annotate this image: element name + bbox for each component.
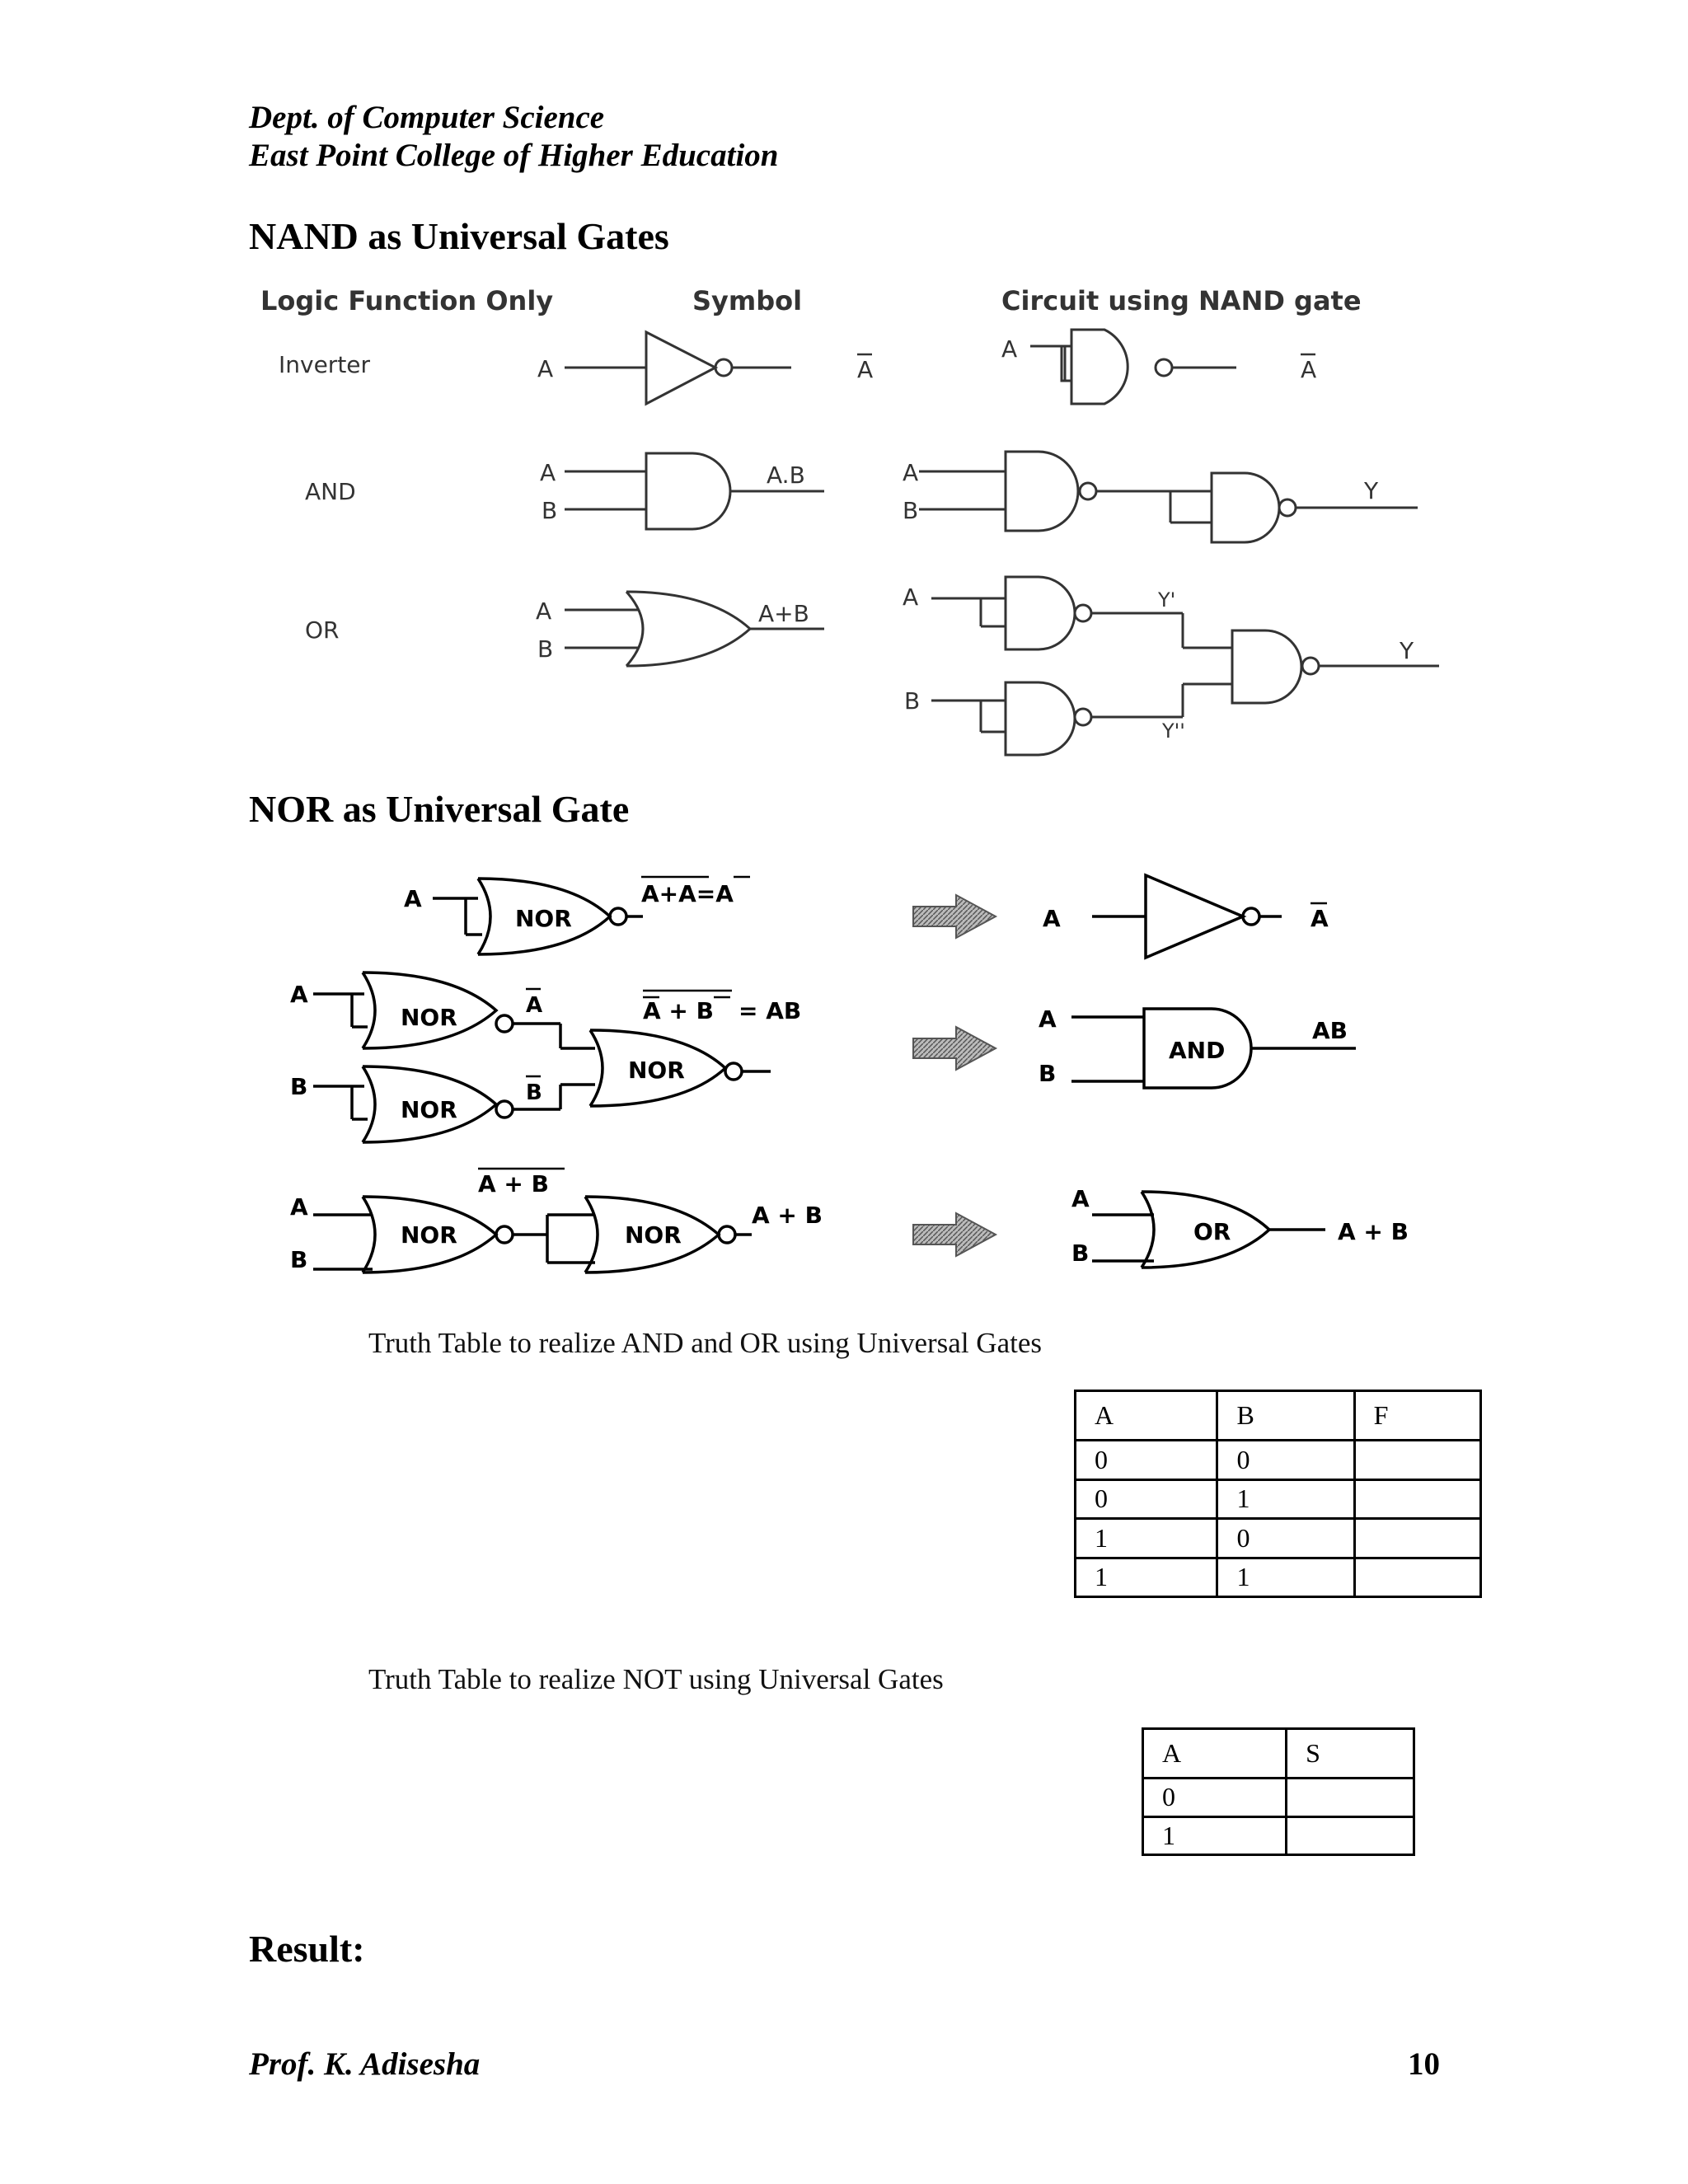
and-circuit-input-a: A [903,459,919,486]
table-cell: 1 [1076,1519,1217,1558]
table-cell: 0 [1076,1479,1217,1519]
table-header-a: A [1076,1391,1217,1441]
or-intermediate-y1: Y' [1158,588,1176,612]
nor-and-input-a: A [290,981,308,1008]
nor-universal-diagram [280,865,1451,1277]
nor-or-equiv-output: A + B [1338,1218,1409,1245]
table-header-b: B [1217,1391,1354,1441]
or-output: A+B [758,600,809,627]
table-cell: 0 [1076,1441,1217,1480]
or-input-b: B [537,635,554,663]
nor-section-title: NOR as Universal Gate [249,788,630,830]
or-input-a: A [536,598,552,625]
and-input-a: A [540,459,556,486]
table-cell: 1 [1076,1558,1217,1597]
inverter-output-abar: A [857,356,874,383]
footer-author: Prof. K. Adisesha [249,2046,481,2082]
row-label-inverter: Inverter [279,351,371,378]
and-input-b: B [542,497,558,524]
table-cell [1354,1479,1480,1519]
row-label-and: AND [305,478,356,505]
truth-table-not [1142,1727,1415,1856]
nor-gate-label: NOR [625,1221,682,1249]
nor-not-expr: A+A=A [641,880,734,907]
arrow-right-icon [913,1027,996,1070]
table-cell: 1 [1143,1816,1287,1855]
result-label: Result: [249,1928,365,1970]
nand-universal-diagram [247,280,1451,758]
or-circuit-input-a: A [903,583,919,611]
or-nand-circuit [931,577,1439,755]
nor-gate-label: NOR [515,905,572,932]
table-row [1076,1519,1481,1558]
nor-or-input-b: B [290,1246,308,1273]
table-cell: 0 [1217,1441,1354,1480]
row-label-or: OR [305,616,340,644]
header-college: East Point College of Higher Education [249,138,779,173]
inverter-nand-circuit [1030,330,1236,404]
or-circuit-output: Y [1400,637,1414,664]
nor-or-mid-expr: A + B [478,1170,549,1197]
nor-and-expr-right: = AB [738,997,802,1024]
table-cell [1354,1441,1480,1480]
table-row [1076,1479,1481,1519]
nor-not-input-a: A [404,885,422,912]
nor-and-equiv-input-a: A [1039,1005,1057,1033]
nor-or-gates [313,1197,752,1272]
col-header-logic-function: Logic Function Only [260,285,554,316]
col-header-symbol: Symbol [692,285,803,316]
table-cell [1287,1816,1414,1855]
and-output: A.B [767,462,805,489]
table-cell: 0 [1143,1779,1287,1817]
inverter-circuit-input-a: A [1001,335,1018,363]
nor-gate-label: NOR [401,1096,457,1123]
table-cell: 1 [1217,1558,1354,1597]
table-header-row [1143,1729,1414,1779]
nor-not-equiv-output: A [1311,905,1329,932]
table-header-s: S [1287,1729,1414,1779]
arrow-right-icon [913,895,996,938]
nor-gate-label: NOR [628,1057,685,1084]
nor-and-input-b: B [290,1073,308,1100]
truth-table-not-caption: Truth Table to realize NOT using Universal Gates [368,1663,944,1695]
and-circuit-input-b: B [903,497,919,524]
table-cell: 1 [1217,1479,1354,1519]
col-header-circuit: Circuit using NAND gate [1001,285,1362,316]
inverter-circuit-output: A [1301,356,1317,383]
truth-table-and-or-caption: Truth Table to realize AND and OR using Universal Gates [368,1327,1042,1359]
arrow-right-icon [913,1213,996,1256]
nor-gate-label: NOR [401,1004,457,1031]
nor-and-not-a: A [526,993,543,1018]
nor-or-equiv-input-b: B [1071,1240,1090,1267]
table-row [1076,1558,1481,1597]
table-row [1143,1816,1414,1855]
nor-not-equiv-input: A [1043,905,1061,932]
table-cell: 0 [1217,1519,1354,1558]
nor-and-expr-left: A + B [643,997,714,1024]
nor-and-not-b: B [526,1080,542,1105]
header-dept: Dept. of Computer Science [249,100,605,135]
inverter-symbol [565,332,791,404]
table-row [1143,1779,1414,1817]
and-nand-circuit [919,452,1418,542]
table-cell [1354,1558,1480,1597]
table-row [1076,1441,1481,1480]
table-header-a: A [1143,1729,1287,1779]
nor-and-equiv-gate-label: AND [1169,1037,1226,1064]
table-header-f: F [1354,1391,1480,1441]
truth-table-and-or [1074,1390,1482,1598]
nand-section-title: NAND as Universal Gates [249,215,669,257]
nor-or-equiv-input-a: A [1071,1185,1090,1212]
nor-gate-label: NOR [401,1221,457,1249]
nor-or-input-a: A [290,1193,308,1221]
nor-and-equiv-output: AB [1312,1017,1348,1044]
nor-or-output: A + B [752,1202,823,1229]
nor-or-equiv-gate-label: OR [1193,1218,1231,1245]
page-number: 10 [1408,2046,1440,2082]
or-circuit-input-b: B [904,687,921,715]
or-intermediate-y2: Y'' [1162,719,1185,743]
inverter-input-a: A [537,355,554,382]
table-header-row [1076,1391,1481,1441]
and-circuit-output: Y [1364,477,1379,504]
table-cell [1287,1779,1414,1817]
table-cell [1354,1519,1480,1558]
nor-and-equiv-input-b: B [1039,1060,1057,1087]
nor-not-equiv-inverter [1092,875,1282,958]
